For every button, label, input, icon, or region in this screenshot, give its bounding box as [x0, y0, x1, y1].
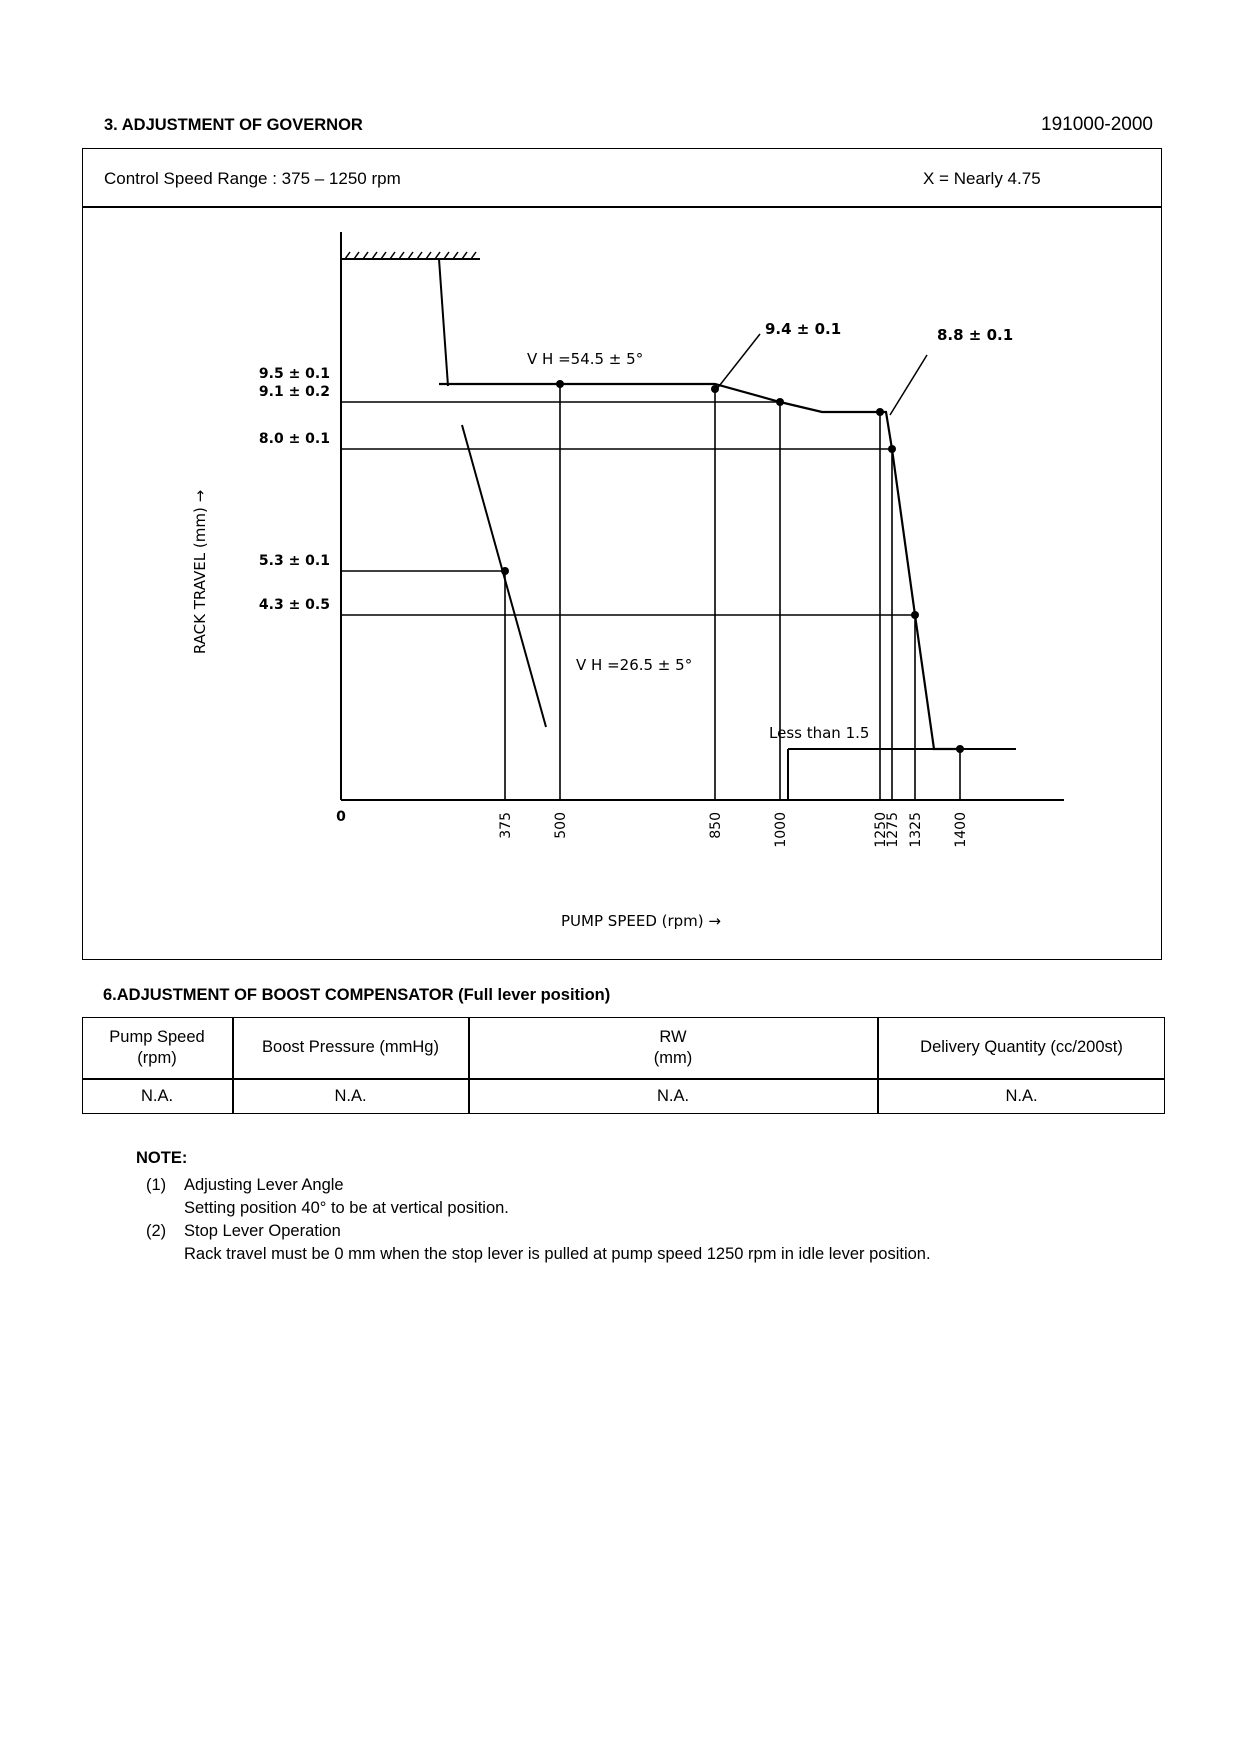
- hatch-mark: [462, 252, 467, 259]
- x-tick-label: 1000: [773, 812, 789, 848]
- boost-heading: 6.ADJUSTMENT OF BOOST COMPENSATOR (Full lever position): [103, 986, 611, 1004]
- header-boost-pressure: Boost Pressure (mmHg): [262, 1038, 439, 1057]
- control-speed-range: Control Speed Range : 375 – 1250 rpm: [104, 169, 401, 188]
- x-tick-label: 850: [708, 812, 724, 839]
- x-tick-label: 1400: [953, 812, 969, 848]
- x-zero-label: 0: [336, 809, 346, 825]
- x-tick-label: 1275: [885, 812, 901, 848]
- data-point: [888, 445, 896, 453]
- document-number: 191000-2000: [1041, 114, 1153, 135]
- data-point: [876, 408, 884, 416]
- x-tick-label: 1250: [873, 812, 889, 848]
- x-value: X = Nearly 4.75: [923, 169, 1041, 188]
- x-tick-label: 375: [498, 812, 514, 839]
- header-pump-speed: Pump Speed (rpm): [109, 1027, 205, 1067]
- data-point: [556, 380, 564, 388]
- hatch-mark: [354, 252, 359, 259]
- annotation-vh-top: V H =54.5 ± 5°: [527, 350, 644, 368]
- data-point: [776, 398, 784, 406]
- hatch-mark: [426, 252, 431, 259]
- note-text: Rack travel must be 0 mm when the stop lever is pulled at pump speed 1250 rpm in idle lever position.: [184, 1245, 931, 1263]
- callout-94: 9.4 ± 0.1: [765, 320, 842, 338]
- stop-lever-line: [439, 259, 448, 386]
- y-tick-label: 5.3 ± 0.1: [258, 553, 330, 569]
- x-axis-label: PUMP SPEED (rpm) →: [561, 912, 721, 930]
- hatch-mark: [390, 252, 395, 259]
- callout-88-leader: [890, 355, 927, 415]
- note-title: NOTE:: [136, 1149, 188, 1167]
- table-cell: N.A.: [1005, 1087, 1038, 1106]
- hatch-mark: [408, 252, 413, 259]
- data-point: [501, 567, 509, 575]
- hatch-mark: [435, 252, 440, 259]
- annotation-vh-bottom: V H =26.5 ± 5°: [576, 656, 693, 674]
- callout-94-leader: [716, 334, 760, 390]
- x-tick-label: 500: [553, 812, 569, 839]
- note-number: (2): [146, 1222, 167, 1240]
- y-tick-label: 8.0 ± 0.1: [258, 431, 330, 447]
- header-rw: RW (mm): [653, 1027, 693, 1067]
- idle-curve: [462, 425, 546, 727]
- hatch-mark: [345, 252, 350, 259]
- table-cell: N.A.: [334, 1087, 367, 1106]
- hatch-mark: [471, 252, 476, 259]
- note-title-item: Adjusting Lever Angle: [184, 1176, 344, 1194]
- section-heading: 3. ADJUSTMENT OF GOVERNOR: [104, 116, 363, 134]
- y-tick-label: 9.5 ± 0.1: [258, 366, 330, 382]
- data-point: [711, 385, 719, 393]
- hatch-mark: [372, 252, 377, 259]
- stop-hatch: [345, 252, 476, 259]
- hatch-mark: [363, 252, 368, 259]
- hatch-mark: [399, 252, 404, 259]
- governor-curve: [439, 384, 960, 749]
- header-delivery-quantity: Delivery Quantity (cc/200st): [920, 1038, 1123, 1057]
- annotation-less-than: Less than 1.5: [769, 724, 870, 742]
- hatch-mark: [381, 252, 386, 259]
- hatch-mark: [444, 252, 449, 259]
- note-number: (1): [146, 1176, 167, 1194]
- data-point: [956, 745, 964, 753]
- data-point: [911, 611, 919, 619]
- callout-88: 8.8 ± 0.1: [937, 326, 1014, 344]
- note-text: Setting position 40° to be at vertical position.: [184, 1199, 509, 1217]
- x-tick-label: 1325: [908, 812, 924, 848]
- hatch-mark: [453, 252, 458, 259]
- y-axis-label: RACK TRAVEL (mm) →: [191, 489, 209, 655]
- y-tick-label: 9.1 ± 0.2: [258, 384, 330, 400]
- note-title-item: Stop Lever Operation: [184, 1222, 341, 1240]
- hatch-mark: [417, 252, 422, 259]
- y-tick-label: 4.3 ± 0.5: [258, 597, 330, 613]
- table-cell: N.A.: [656, 1087, 690, 1106]
- table-cell: N.A.: [140, 1087, 174, 1106]
